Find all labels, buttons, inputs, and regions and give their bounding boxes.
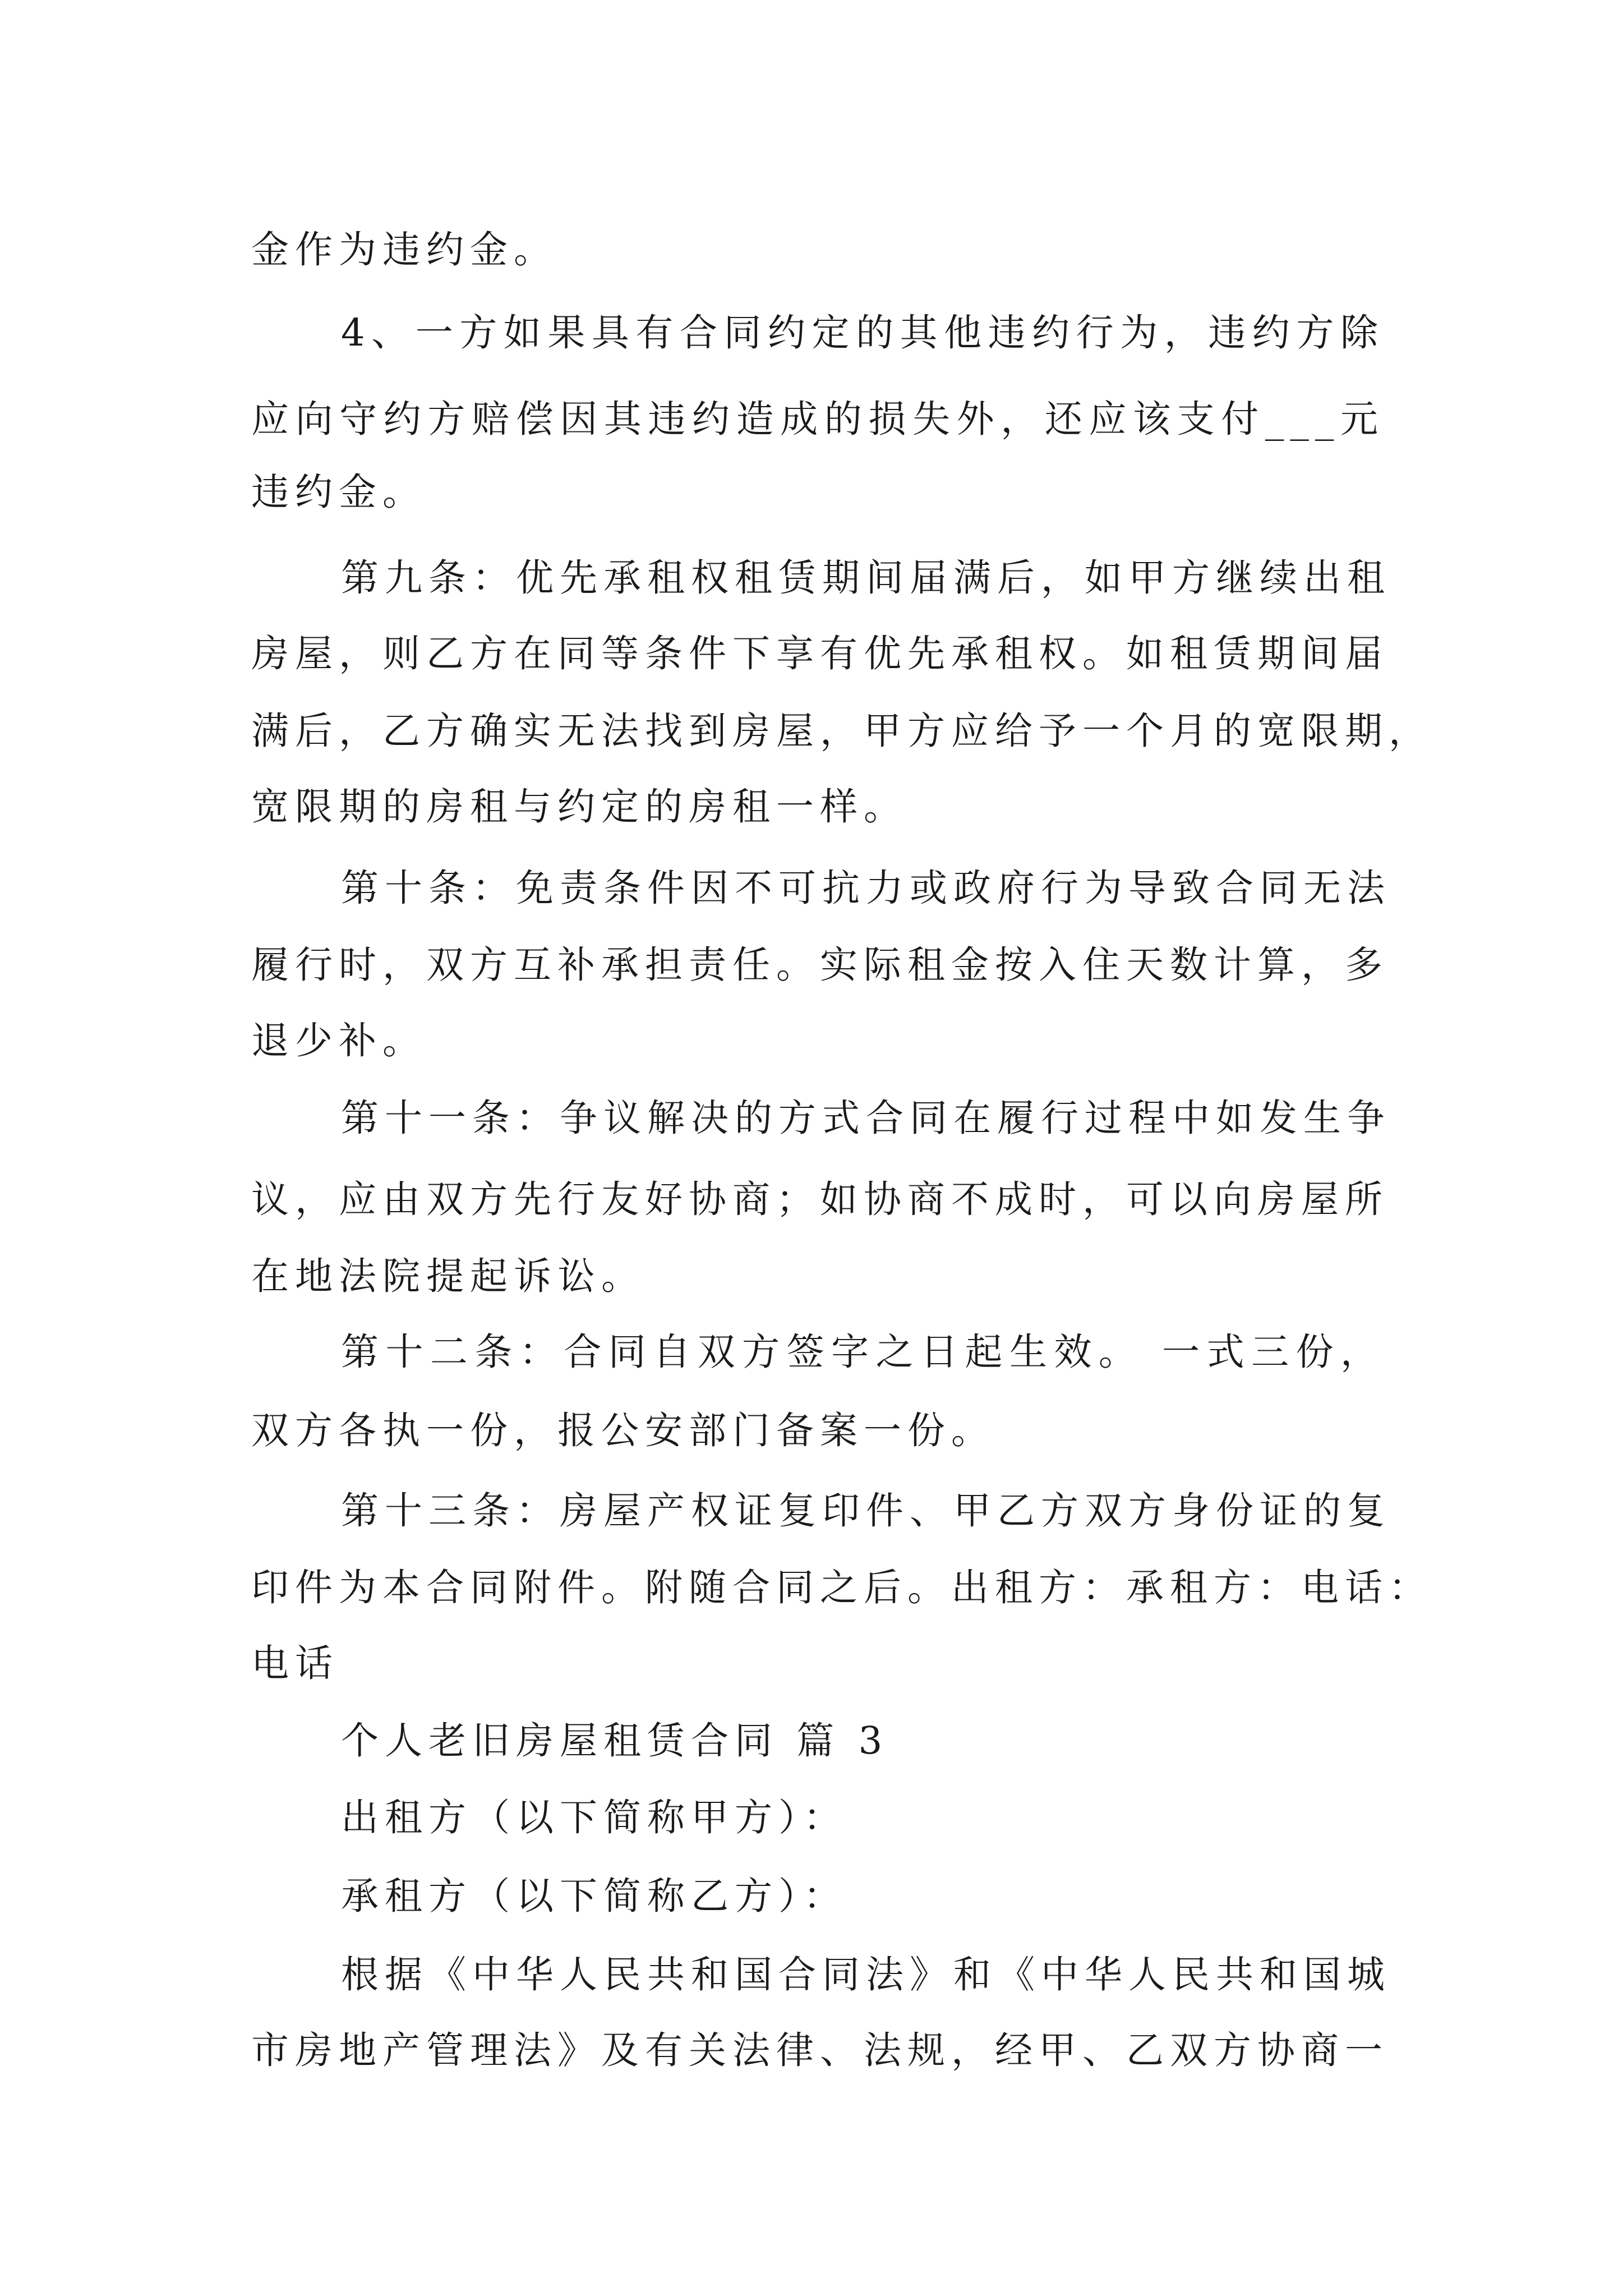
- text-line: 第十条：免责条件因不可抗力或政府行为导致合同无法: [341, 866, 1391, 910]
- text-line: 应向守约方赔偿因其违约造成的损失外，还应该支付___元: [251, 397, 1384, 441]
- text-line: 议，应由双方先行友好协商；如协商不成时，可以向房屋所: [251, 1177, 1389, 1221]
- text-line: 市房地产管理法》及有关法律、法规，经甲、乙双方协商一: [251, 2028, 1389, 2072]
- text-line: 第十三条：房屋产权证复印件、甲乙方双方身份证的复: [341, 1489, 1391, 1533]
- text-line: 第十一条：争议解决的方式合同在履行过程中如发生争: [341, 1096, 1391, 1140]
- text-line: 履行时，双方互补承担责任。实际租金按入住天数计算，多: [251, 943, 1389, 987]
- text-line: 电话: [251, 1641, 339, 1685]
- text-line: 在地法院提起诉讼。: [251, 1254, 645, 1298]
- section-heading: 个人老旧房屋租赁合同 篇 3: [341, 1719, 889, 1763]
- text-line: 满后，乙方确实无法找到房屋，甲方应给予一个月的宽限期，: [251, 709, 1432, 753]
- text-line: 金作为违约金。: [251, 228, 557, 272]
- text-line: 房屋，则乙方在同等条件下享有优先承租权。如租赁期间届: [251, 632, 1389, 675]
- text-line: 根据《中华人民共和国合同法》和《中华人民共和国城: [341, 1953, 1391, 1996]
- text-line: 承租方（以下简称乙方）：: [341, 1874, 847, 1918]
- text-line: 出租方（以下简称甲方）：: [341, 1796, 847, 1839]
- text-line: 第九条：优先承租权租赁期间届满后，如甲方继续出租: [341, 556, 1391, 600]
- text-line: 第十二条：合同自双方签字之日起生效。 一式三份，: [341, 1330, 1384, 1374]
- text-line: 4、一方如果具有合同约定的其他违约行为，违约方除: [341, 311, 1384, 355]
- text-line: 违约金。: [251, 470, 426, 514]
- text-line: 宽限期的房租与约定的房租一样。: [251, 785, 907, 829]
- text-line: 印件为本合同附件。附随合同之后。出租方：承租方：电话：: [251, 1566, 1432, 1609]
- text-line: 退少补。: [251, 1019, 426, 1062]
- text-line: 双方各执一份，报公安部门备案一份。: [251, 1409, 995, 1452]
